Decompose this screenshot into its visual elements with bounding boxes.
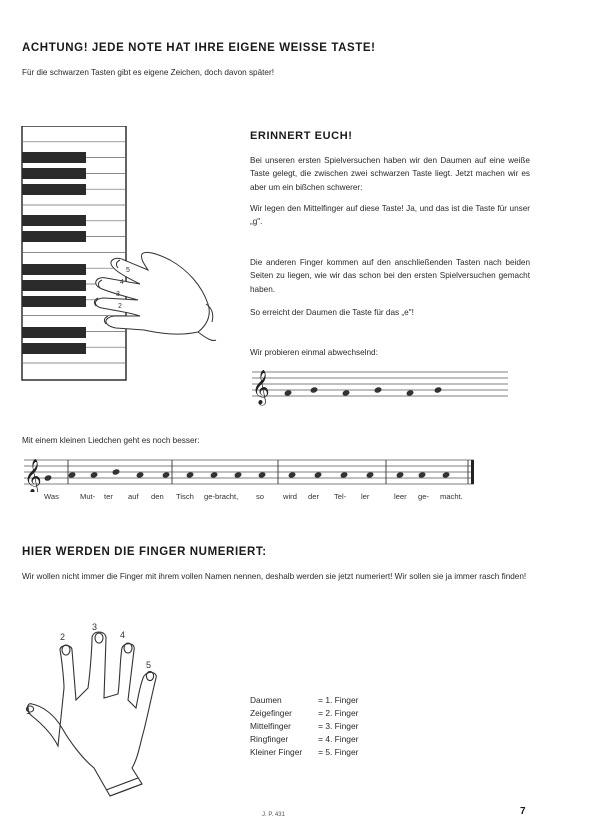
alternating-notes-staff [250,366,512,406]
note-head [396,471,405,478]
finger-number: = 4. Finger [318,733,359,744]
note-head [310,386,319,393]
hand-outline-illustration [20,618,190,806]
note-head [68,471,77,478]
finger-number: = 1. Finger [318,694,359,705]
note-head [374,386,383,393]
open-hand-icon [26,632,156,796]
finger-1-label: 1 [26,706,32,716]
lyric-syllable: wird [283,492,297,501]
finger-number-label: 4 [120,279,124,286]
erinnert-paragraph-2: Wir legen den Mittelfinger auf diese Taste! Ja, und das ist die Taste für unser „g". [250,204,530,227]
table-row [250,707,358,720]
black-key [22,296,86,307]
try-alternating-line: Wir probieren einmal abwechselnd: [250,348,378,357]
lyric-syllable: auf [128,492,139,501]
finger-3-label: 3 [92,622,98,632]
note-head [434,386,443,393]
note-head [342,389,351,396]
lyric-syllable: ler [361,492,370,501]
finger-number-table [250,694,358,759]
black-key [22,343,86,354]
black-key [22,327,86,338]
black-key [22,168,86,179]
erinnert-heading: ERINNERT EUCH! [250,130,353,142]
page-number: 7 [520,806,526,817]
note-head [186,471,195,478]
lyric-syllable: leer [394,492,407,501]
finger-number-label: 5 [126,267,130,274]
page-subtitle: Für die schwarzen Tasten gibt es eigene Zeichen, doch davon später! [22,68,274,77]
finger-number-label: 2 [118,303,122,310]
note-head [288,471,297,478]
finger-name: Daumen [250,694,282,705]
black-key [22,152,86,163]
black-key [22,215,86,226]
finger-name: Ringfinger [250,733,289,744]
lyric-syllable: macht. [440,492,463,501]
finger-number: = 2. Finger [318,707,359,718]
black-key [22,231,86,242]
finger-name: Zeigefinger [250,707,292,718]
treble-clef-icon: 𝄞 [24,460,42,492]
note-head [406,389,415,396]
black-key [22,184,86,195]
note-head [234,471,243,478]
table-row [250,694,358,707]
lyric-syllable: Tel- [334,492,347,501]
lyric-syllable: Mut- [80,492,96,501]
lyric-syllable: so [256,492,265,501]
note-head [284,389,293,396]
erinnert-paragraph-1: Bei unseren ersten Spielversuchen haben wir den Daumen auf eine weiße Taste gelegt, die zwischen zwei schwarzen Taste liegt. Jetzt machen wir es aber um ein bißchen schwerer: [250,156,530,192]
note-head [340,471,349,478]
finger-name: Kleiner Finger [250,746,303,757]
finger-4-label: 4 [120,630,126,640]
song-intro: Mit einem kleinen Liedchen geht es noch besser: [22,436,200,445]
lyric-syllable: ge-bracht, [204,492,239,501]
erinnert-paragraph-4: So erreicht der Daumen die Taste für das „e"! [250,308,414,317]
note-head [366,471,375,478]
numbering-heading: HIER WERDEN DIE FINGER NUMERIERT: [22,546,267,558]
keyboard-outline [22,126,126,380]
piano-keyboard-illustration [20,126,220,382]
table-row [250,733,358,746]
finger-number-label: 3 [116,291,120,298]
lyric-syllable: der [308,492,319,501]
finger-2-label: 2 [60,632,66,642]
note-head [210,471,219,478]
note-head [258,471,267,478]
note-head [90,471,99,478]
note-head [136,471,145,478]
note-head [314,471,323,478]
song-staff [22,452,478,492]
finger-name: Mittelfinger [250,720,291,731]
lyric-syllable: ge- [418,492,429,501]
note-head [112,468,121,475]
table-row [250,720,358,733]
lyric-syllable: Tisch [176,492,194,501]
lyric-syllable: den [151,492,164,501]
note-head [162,471,171,478]
lyric-syllable: Was [44,492,59,501]
note-head [442,471,451,478]
page-title: ACHTUNG! JEDE NOTE HAT IHRE EIGENE WEISSE TASTE! [22,42,376,54]
publisher-code: J. P. 431 [262,812,285,818]
lyric-syllable: ter [104,492,113,501]
black-key [22,280,86,291]
finger-5-label: 5 [146,660,152,670]
finger-number: = 3. Finger [318,720,359,731]
treble-clef-icon: 𝄞 [252,371,270,404]
note-head [418,471,427,478]
black-key [22,264,86,275]
finger-number: = 5. Finger [318,746,359,757]
erinnert-paragraph-3: Die anderen Finger kommen auf den anschließenden Tasten nach beiden Seiten zu liegen, wie wir das schon bei den ersten Spielversuchen gemacht haben. [250,258,530,294]
note-head [44,474,53,481]
numbering-paragraph: Wir wollen nicht immer die Finger mit ihrem vollen Namen nennen, deshalb werden sie jetzt numeriert! Wir sollen sie ja immer rasch finden! [22,572,527,581]
table-row [250,746,358,759]
